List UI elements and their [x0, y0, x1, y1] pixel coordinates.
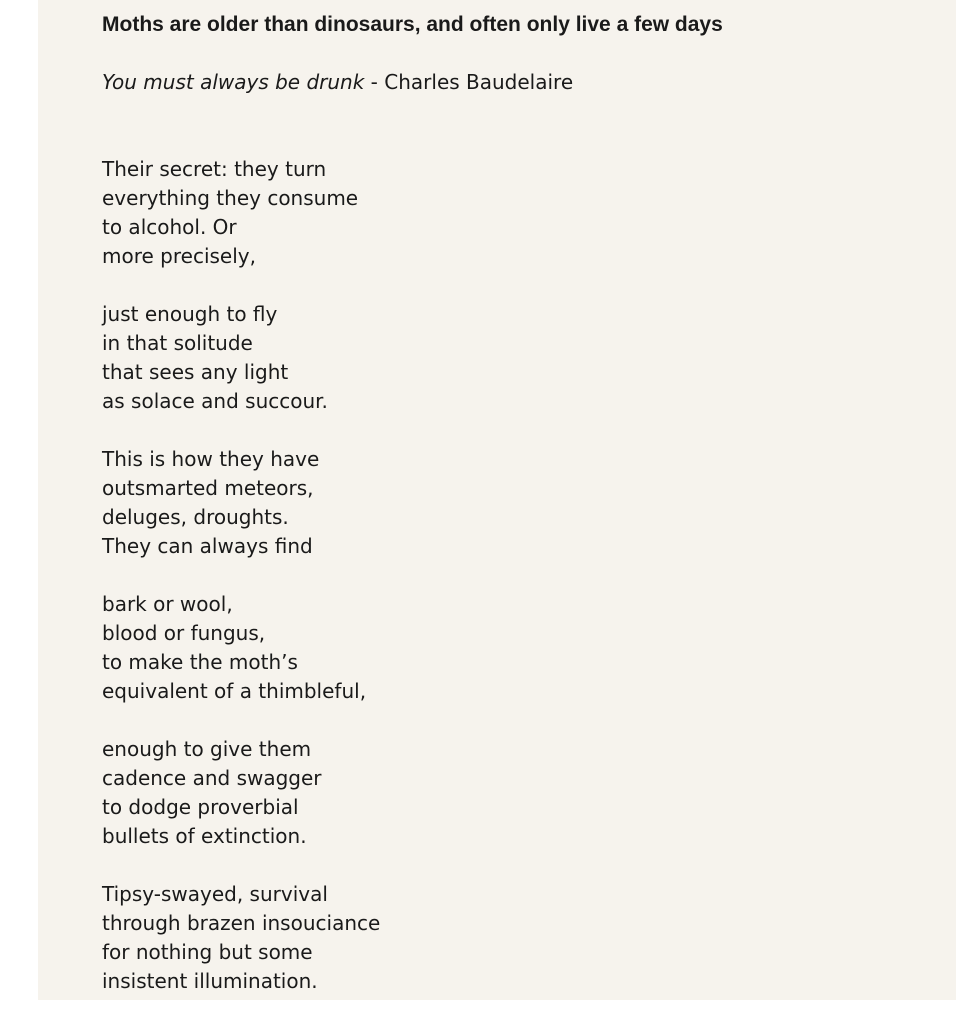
poem-line: enough to give them	[102, 737, 312, 761]
poem-line: Their secret: they turn	[102, 157, 327, 181]
epigraph-quote: You must always be drunk	[102, 70, 365, 94]
stanza	[102, 735, 380, 851]
poem-line: insistent illumination.	[102, 969, 318, 993]
poem-line: more precisely,	[102, 244, 256, 268]
poem-line: through brazen insouciance	[102, 911, 381, 935]
poem-line: to alcohol. Or	[102, 215, 237, 239]
poem-line: outsmarted meteors,	[102, 476, 314, 500]
poem-line: as solace and succour.	[102, 389, 328, 413]
stanza	[102, 880, 380, 996]
article-background	[38, 0, 956, 1000]
poem-line: bark or wool,	[102, 592, 233, 616]
poem-line: for nothing but some	[102, 940, 313, 964]
poem-line: This is how they have	[102, 447, 320, 471]
epigraph-separator: -	[364, 70, 385, 94]
poem-line: deluges, droughts.	[102, 505, 289, 529]
poem-line: everything they consume	[102, 186, 359, 210]
poem-line: in that solitude	[102, 331, 253, 355]
poem-line: that sees any light	[102, 360, 289, 384]
poem-line: bullets of extinction.	[102, 824, 307, 848]
stanza	[102, 300, 380, 416]
stanza	[102, 155, 380, 271]
poem-title: Moths are older than dinosaurs, and often only live a few days	[102, 13, 723, 36]
poem-line: to dodge proverbial	[102, 795, 299, 819]
poem-line: cadence and swagger	[102, 766, 322, 790]
article-content	[102, 10, 956, 993]
poem-line: just enough to fly	[102, 302, 278, 326]
epigraph-author: Charles Baudelaire	[384, 70, 574, 94]
epigraph	[102, 68, 573, 97]
poem-line: They can always find	[102, 534, 313, 558]
poem-line: blood or fungus,	[102, 621, 266, 645]
poem-line: to make the moth’s	[102, 650, 298, 674]
stanza	[102, 445, 380, 561]
poem-body	[102, 155, 380, 1025]
poem-line: Tipsy-swayed, survival	[102, 882, 328, 906]
stanza	[102, 590, 380, 706]
poem-line: equivalent of a thimbleful,	[102, 679, 367, 703]
